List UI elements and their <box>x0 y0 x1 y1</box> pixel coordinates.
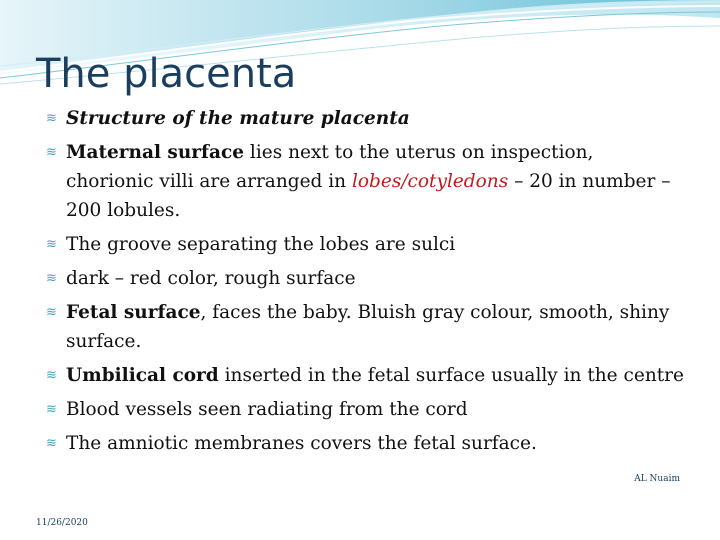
bullet-item <box>46 298 686 356</box>
bullet-item <box>46 138 686 225</box>
wave-bullet-icon: ≋ <box>46 145 57 160</box>
bullet-item <box>46 264 686 293</box>
bullet-text: , faces the baby. Bluish gray colour, smooth, shiny surface. <box>66 302 670 352</box>
bullet-text: Maternal surface <box>66 142 245 163</box>
bullet-text: dark – red color, rough surface <box>66 268 356 289</box>
wave-bullet-icon: ≋ <box>46 402 57 417</box>
wave-bullet-icon: ≋ <box>46 368 57 383</box>
bullet-item <box>46 395 686 424</box>
bullet-text: Fetal surface <box>66 302 201 323</box>
bullet-list <box>46 104 686 463</box>
bullet-text: The amniotic membranes covers the fetal surface. <box>66 433 537 454</box>
bullet-text: Structure of the mature placenta <box>66 108 410 129</box>
wave-bullet-icon: ≋ <box>46 436 57 451</box>
bullet-item <box>46 361 686 390</box>
bullet-item <box>46 429 686 458</box>
bullet-text: – 20 in number – 200 lobules. <box>66 171 671 221</box>
footer-author: AL Nuaim <box>634 474 680 484</box>
wave-bullet-icon: ≋ <box>46 305 57 320</box>
bullet-text: inserted in the fetal surface usually in the centre <box>218 365 684 386</box>
bullet-text: lies next to the uterus on inspection, chorionic villi are arranged in <box>66 142 594 192</box>
slide-title: The placenta <box>36 51 297 97</box>
bullet-item <box>46 104 686 133</box>
bullet-text: lobes/cotyledons <box>351 171 509 192</box>
bullet-item <box>46 230 686 259</box>
wave-bullet-icon: ≋ <box>46 111 57 126</box>
wave-bullet-icon: ≋ <box>46 271 57 286</box>
bullet-text: Umbilical cord <box>66 365 219 386</box>
bullet-text: Blood vessels seen radiating from the cord <box>66 399 468 420</box>
footer-date: 11/26/2020 <box>36 518 88 528</box>
wave-bullet-icon: ≋ <box>46 237 57 252</box>
bullet-text: The groove separating the lobes are sulci <box>66 234 456 255</box>
